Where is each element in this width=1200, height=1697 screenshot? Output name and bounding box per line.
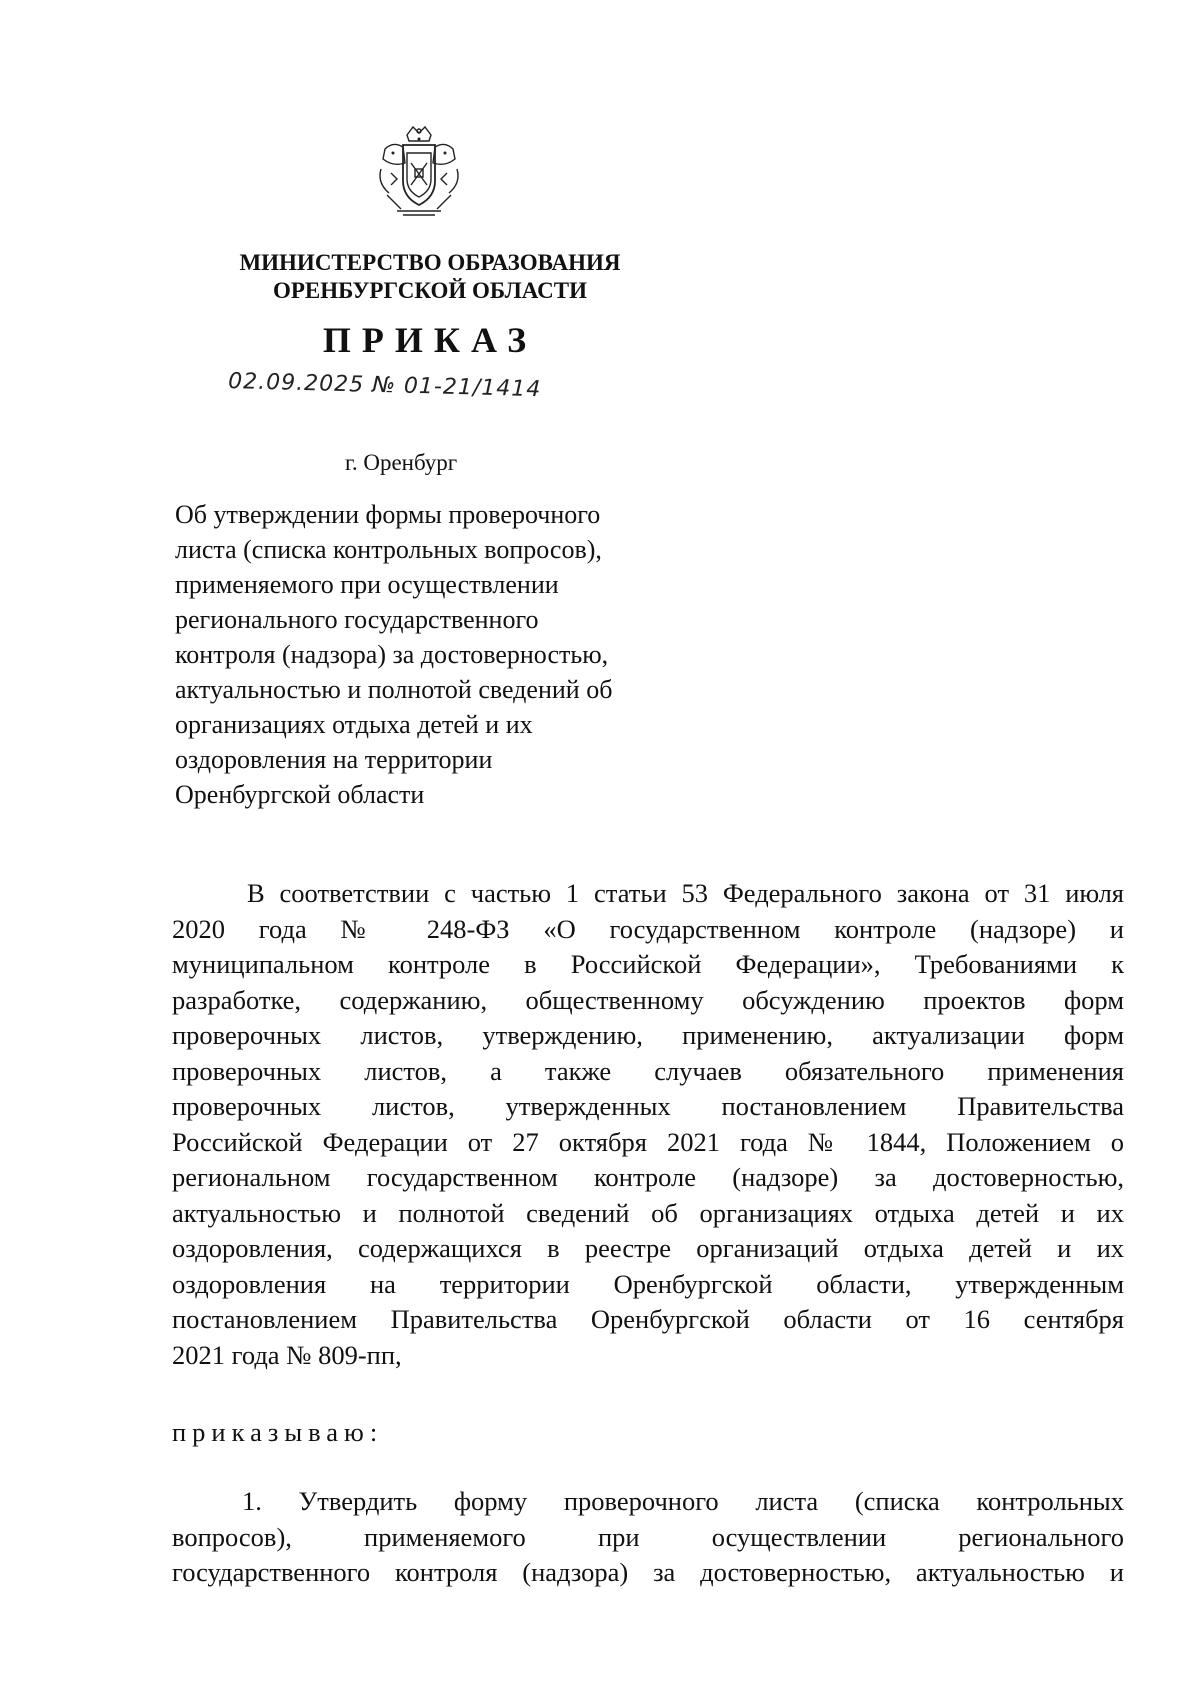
order-item-1 bbox=[172, 1484, 1124, 1591]
paragraph-line: государственного контроля (надзора) за достоверностью, актуальностью и bbox=[172, 1557, 1124, 1587]
paragraph-line: актуальностью и полнотой сведений об организациях отдыха детей и их bbox=[172, 1197, 1124, 1228]
paragraph-line: В соответствии с частью 1 статьи 53 Федерального закона от 31 июля bbox=[247, 878, 1124, 908]
order-subject bbox=[175, 497, 675, 812]
organization-name-line1: МИНИСТЕРСТВО ОБРАЗОВАНИЯ bbox=[239, 250, 621, 275]
paragraph-line: разработке, содержанию, общественному обсуждению проектов форм bbox=[172, 984, 1124, 1015]
paragraph-line: проверочных листов, утвержденных постановлением Правительства bbox=[172, 1091, 1124, 1121]
subject-line: актуальностью и полнотой сведений об bbox=[175, 675, 613, 704]
paragraph-line: оздоровления на территории Оренбургской области, утвержденным bbox=[172, 1268, 1124, 1299]
subject-line: Оренбургской области bbox=[175, 780, 425, 809]
paragraph-line: постановлением Правительства Оренбургской области от 16 сентября bbox=[172, 1304, 1124, 1334]
preamble-paragraph bbox=[172, 876, 1124, 1373]
handwritten-date-number: 02.09.2025 № 01-21/1414 bbox=[227, 369, 542, 403]
paragraph-line: региональном государственном контроле (надзоре) за достоверностью, bbox=[172, 1162, 1124, 1192]
paragraph-line: оздоровления, содержащихся в реестре организаций отдыха детей и их bbox=[172, 1233, 1124, 1263]
paragraph-line: проверочных листов, а также случаев обязательного применения bbox=[172, 1055, 1124, 1086]
subject-line: листа (списка контрольных вопросов), bbox=[175, 535, 602, 564]
subject-line: организациях отдыха детей и их bbox=[175, 710, 533, 739]
city-name: г. Оренбург bbox=[345, 450, 458, 475]
subject-line: оздоровления на территории bbox=[175, 745, 493, 774]
document-type-title: ПРИКАЗ bbox=[322, 320, 538, 360]
paragraph-line: Российской Федерации от 27 октября 2021 года № 1844, Положением о bbox=[172, 1126, 1124, 1157]
subject-line: применяемого при осуществлении bbox=[175, 570, 559, 599]
subject-line: Об утверждении формы проверочного bbox=[175, 500, 601, 529]
paragraph-line: муниципальном контроле в Российской Федерации», Требованиями к bbox=[172, 949, 1124, 979]
paragraph-line: 2020 года № 248-ФЗ «О государственном контроле (надзоре) и bbox=[172, 913, 1124, 944]
subject-line: контроля (надзора) за достоверностью, bbox=[175, 640, 609, 669]
decree-word: приказываю: bbox=[172, 1417, 384, 1447]
subject-line: регионального государственного bbox=[175, 605, 539, 634]
paragraph-line: проверочных листов, утверждению, применению, актуализации форм bbox=[172, 1020, 1124, 1050]
organization-name-line2: ОРЕНБУРГСКОЙ ОБЛАСТИ bbox=[272, 278, 588, 303]
paragraph-line: вопросов), применяемого при осуществлении регионального bbox=[172, 1521, 1124, 1552]
paragraph-line: 2021 года № 809-пп, bbox=[172, 1339, 402, 1370]
coat-of-arms-icon bbox=[373, 123, 465, 219]
paragraph-line: 1. Утвердить форму проверочного листа (списка контрольных bbox=[242, 1486, 1124, 1516]
